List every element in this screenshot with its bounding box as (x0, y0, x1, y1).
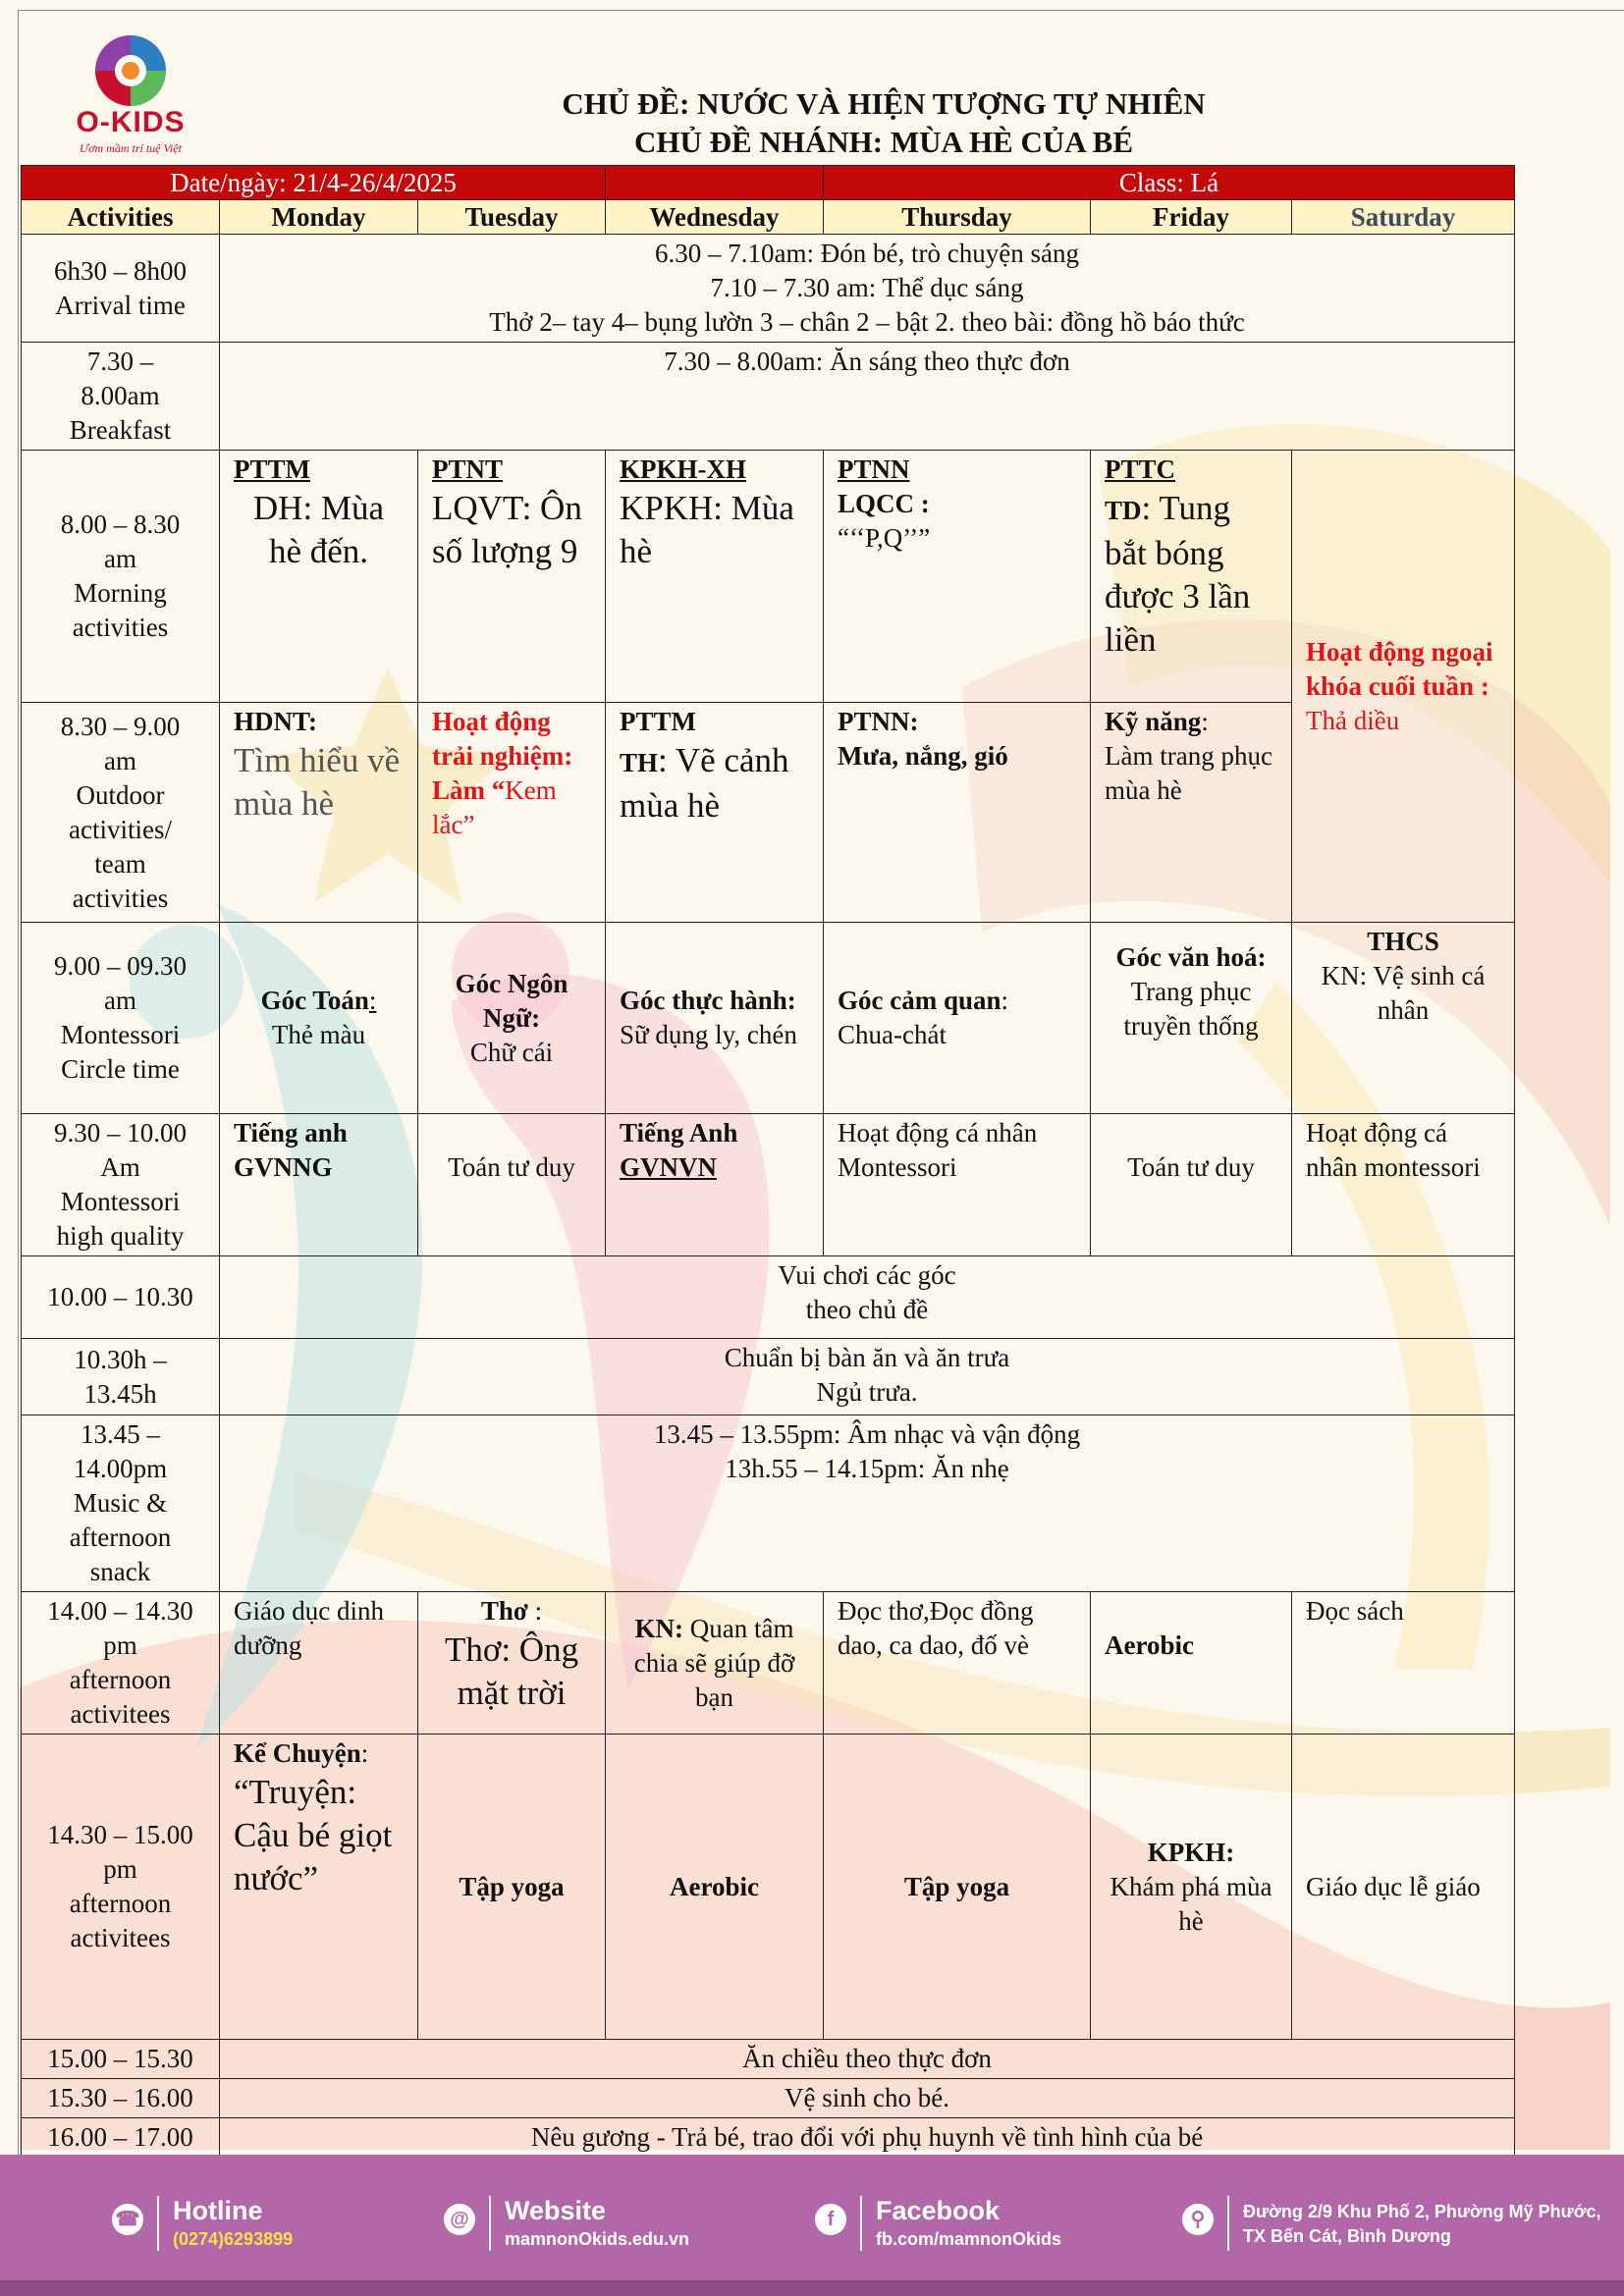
col-activities: Activities (22, 200, 220, 235)
snack-text: Ăn chiều theo thực đơn (220, 2040, 1515, 2079)
morning-thursday: PTNN LQCC : “‘‘P,Q’’” (824, 451, 1091, 703)
page-title: CHỦ ĐỀ: NƯỚC VÀ HIỆN TƯỢNG TỰ NHIÊN (562, 86, 1206, 121)
arrival-text: 6.30 – 7.10am: Đón bé, trò chuyện sáng 7.10 – 7.30 am: Thể dục sáng Thở 2– tay 4– bụng lườn 3 – chân 2 – bật 2. theo bài: đồng hồ báo thức (220, 235, 1515, 343)
row-play (22, 1256, 1515, 1339)
schedule-table (21, 165, 1515, 2158)
row-snack (22, 2040, 1515, 2079)
aft1-saturday: Đọc sách (1292, 1592, 1515, 1735)
aft2-tuesday: Tập yoga (418, 1735, 606, 2040)
col-wednesday: Wednesday (606, 200, 824, 235)
aft1-friday: Aerobic (1091, 1592, 1292, 1735)
location-pin-icon: ⚲ (1182, 2204, 1214, 2235)
row-pickup (22, 2118, 1515, 2158)
time-morning: 8.00 – 8.30 am Morning activities (22, 451, 220, 703)
time-arrival: 6h30 – 8h00 Arrival time (22, 235, 220, 343)
col-friday: Friday (1091, 200, 1292, 235)
quality-saturday: Hoạt động cá nhân montessori (1292, 1114, 1515, 1256)
hotline-number[interactable]: (0274)6293899 (173, 2229, 294, 2249)
time-breakfast: 7.30 – 8.00am Breakfast (22, 343, 220, 451)
morning-wednesday: KPKH-XH KPKH: Mùa hè (606, 451, 824, 703)
aft2-friday: KPKH: Khám phá mùa hè (1091, 1735, 1292, 2040)
row-outdoor (22, 703, 1515, 923)
facebook-label: Facebook (876, 2196, 1001, 2225)
time-play: 10.00 – 10.30 (22, 1256, 220, 1339)
quality-monday: Tiếng anh GVNNG (220, 1114, 418, 1256)
aft1-thursday: Đọc thơ,Đọc đồng dao, ca dao, đố vè (824, 1592, 1091, 1735)
aft1-tuesday: Thơ : Thơ: Ông mặt trời (418, 1592, 606, 1735)
footer-divider (157, 2196, 159, 2251)
aft2-thursday: Tập yoga (824, 1735, 1091, 2040)
time-hygiene: 15.30 – 16.00 (22, 2079, 220, 2118)
music-text: 13.45 – 13.55pm: Âm nhạc và vận động 13h.55 – 14.15pm: Ăn nhẹ (220, 1415, 1515, 1592)
facebook-icon: f (815, 2204, 846, 2235)
row-arrival (22, 235, 1515, 343)
breakfast-text: 7.30 – 8.00am: Ăn sáng theo thực đơn (220, 343, 1515, 451)
footer-divider (1227, 2196, 1229, 2251)
quality-tuesday: Toán tư duy (418, 1114, 606, 1256)
aft2-saturday: Giáo dục lễ giáo (1292, 1735, 1515, 2040)
aft1-monday: Giáo dục dinh dưỡng (220, 1592, 418, 1735)
aft1-wednesday: KN: Quan tâm chia sẽ giúp đỡ bạn (606, 1592, 824, 1735)
aft2-wednesday: Aerobic (606, 1735, 824, 2040)
outdoor-wednesday: PTTM TH: Vẽ cảnh mùa hè (606, 703, 824, 923)
outdoor-tuesday: Hoạt động trải nghiệm: Làm “Kem lắc” (418, 703, 606, 923)
time-pickup: 16.00 – 17.00 (22, 2118, 220, 2158)
circle-friday: Góc văn hoá: Trang phục truyền thống (1091, 923, 1292, 1114)
outdoor-friday: Kỹ năng: Làm trang phục mùa hè (1091, 703, 1292, 923)
col-monday: Monday (220, 200, 418, 235)
facebook-url[interactable]: fb.com/mamnonOkids (876, 2229, 1062, 2249)
time-outdoor: 8.30 – 9.00 am Outdoor activities/ team activities (22, 703, 220, 923)
morning-friday: PTTC TD: Tung bắt bóng được 3 lần liền (1091, 451, 1292, 703)
column-header-row (22, 200, 1515, 235)
time-music: 13.45 – 14.00pm Music & afternoon snack (22, 1415, 220, 1592)
col-saturday: Saturday (1292, 200, 1515, 235)
empty-cell (606, 166, 824, 200)
circle-saturday: THCS KN: Vệ sinh cá nhân (1292, 923, 1515, 1114)
row-quality (22, 1114, 1515, 1256)
time-circle: 9.00 – 09.30 am Montessori Circle time (22, 923, 220, 1114)
time-quality: 9.30 – 10.00 Am Montessori high quality (22, 1114, 220, 1256)
footer-divider (860, 2196, 862, 2251)
time-afternoon-1: 14.00 – 14.30 pm afternoon activitees (22, 1592, 220, 1735)
contact-footer (0, 2155, 1624, 2296)
address-text: Đường 2/9 Khu Phố 2, Phường Mỹ Phước, TX Bến Cát, Bình Dương (1243, 2202, 1601, 2246)
quality-friday: Toán tư duy (1091, 1114, 1292, 1256)
outdoor-saturday: Hoạt động ngoại khóa cuối tuần : Thả diều (1292, 451, 1515, 923)
row-hygiene (22, 2079, 1515, 2118)
col-tuesday: Tuesday (418, 200, 606, 235)
logo-wordmark: O-KIDS (76, 106, 186, 138)
class-cell: Class: Lá (824, 166, 1515, 200)
date-cell: Date/ngày: 21/4-26/4/2025 (22, 166, 606, 200)
time-lunch: 10.30h – 13.45h (22, 1339, 220, 1415)
quality-thursday: Hoạt động cá nhân Montessori (824, 1114, 1091, 1256)
lunch-text: Chuẩn bị bàn ăn và ăn trưa Ngủ trưa. (220, 1339, 1515, 1415)
aft2-monday: Kể Chuyện: “Truyện: Cậu bé giọt nước” (220, 1735, 418, 2040)
pickup-text: Nêu gương - Trả bé, trao đổi với phụ huynh về tình hình của bé (220, 2118, 1515, 2158)
circle-monday: Góc Toán: Thẻ màu (220, 923, 418, 1114)
hygiene-text: Vệ sinh cho bé. (220, 2079, 1515, 2118)
logo-tagline: Ươm mầm trí tuệ Việt (80, 141, 182, 155)
website-url[interactable]: mamnonOkids.edu.vn (505, 2229, 690, 2249)
footer-bottom-strip (0, 2280, 1624, 2296)
time-afternoon-2: 14.30 – 15.00 pm afternoon activitees (22, 1735, 220, 2040)
row-afternoon-2 (22, 1735, 1515, 2040)
circle-thursday: Góc cảm quan: Chua-chát (824, 923, 1091, 1114)
at-sign-icon: @ (444, 2204, 475, 2235)
row-lunch (22, 1339, 1515, 1415)
date-class-row (22, 166, 1515, 200)
play-text: Vui chơi các góc theo chủ đề (220, 1256, 1515, 1339)
circle-wednesday: Góc thực hành: Sữ dụng ly, chén (606, 923, 824, 1114)
col-thursday: Thursday (824, 200, 1091, 235)
row-breakfast (22, 343, 1515, 451)
hotline-label: Hotline (173, 2196, 263, 2225)
row-circle (22, 923, 1515, 1114)
time-snack: 15.00 – 15.30 (22, 2040, 220, 2079)
morning-monday: PTTM DH: Mùa hè đến. (220, 451, 418, 703)
morning-tuesday: PTNT LQVT: Ôn số lượng 9 (418, 451, 606, 703)
row-music (22, 1415, 1515, 1592)
footer-divider (489, 2196, 491, 2251)
outdoor-thursday: PTNN: Mưa, nắng, gió (824, 703, 1091, 923)
row-afternoon-1 (22, 1592, 1515, 1735)
page-subtitle: CHỦ ĐỀ NHÁNH: MÙA HÈ CỦA BÉ (633, 125, 1134, 159)
website-label: Website (505, 2196, 607, 2225)
quality-wednesday: Tiếng Anh GVNVN (606, 1114, 824, 1256)
circle-tuesday: Góc Ngôn Ngữ: Chữ cái (418, 923, 606, 1114)
outdoor-monday: HDNT: Tìm hiểu về mùa hè (220, 703, 418, 923)
row-morning (22, 451, 1515, 703)
phone-icon: ☎ (112, 2204, 143, 2235)
